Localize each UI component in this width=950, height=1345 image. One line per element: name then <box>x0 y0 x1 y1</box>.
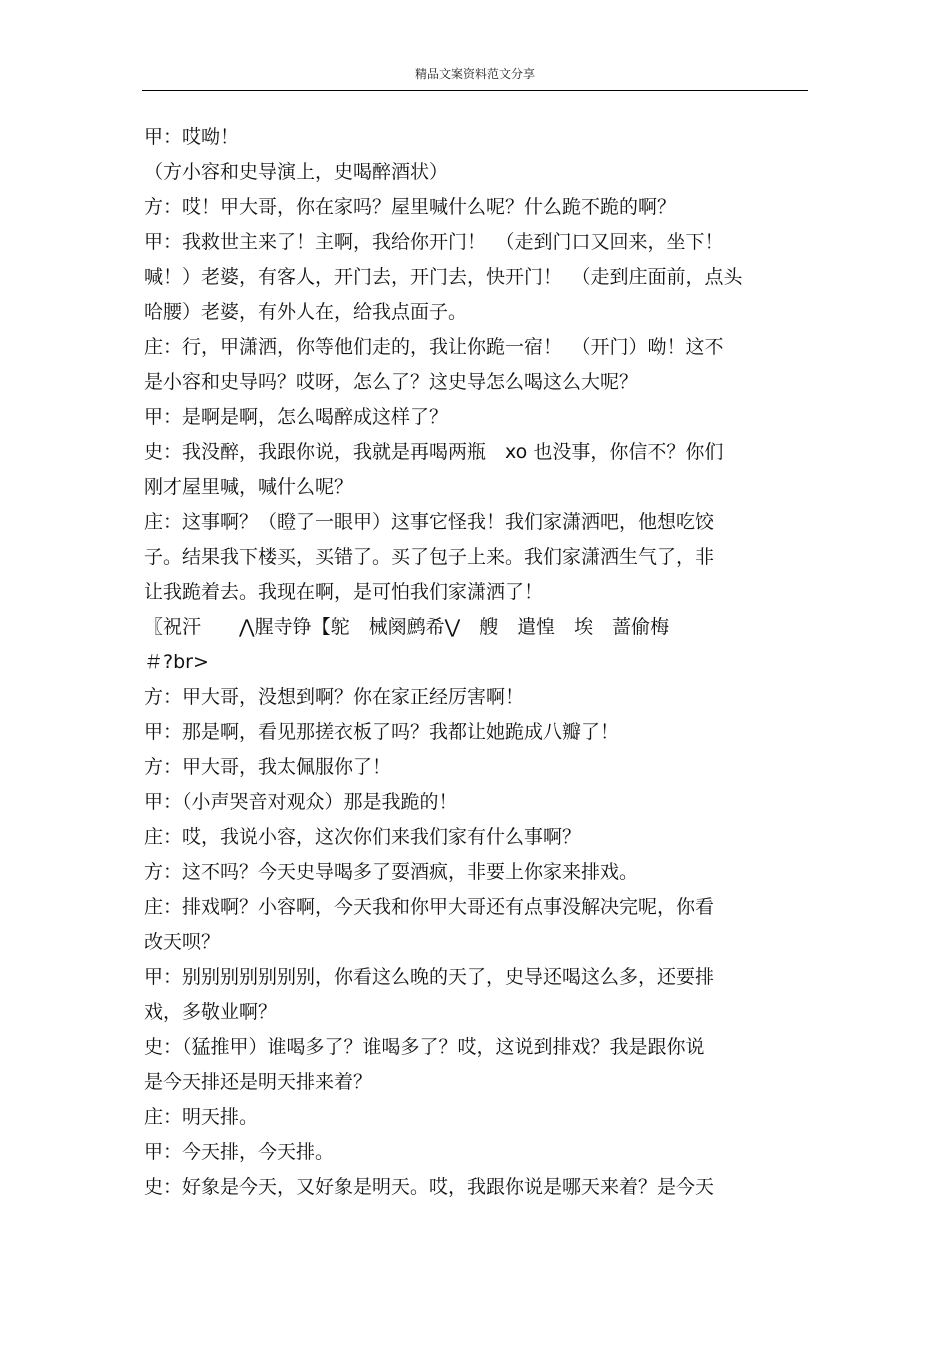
text-line: （方小容和史导演上，史喝醉酒状） <box>144 161 449 183</box>
header-title: 精品文案资料范文分享 <box>414 67 535 81</box>
text-line: 史：我没醉，我跟你说，我就是再喝两瓶 xo 也没事，你信不？你们 <box>144 441 724 463</box>
text-line: 是今天排还是明天排来着？ <box>144 1071 373 1093</box>
text-line: 方：这不吗？今天史导喝多了耍酒疯，非要上你家来排戏。 <box>144 861 639 883</box>
text-line: 庄：行，甲潇洒，你等他们走的，我让你跪一宿！ （开门）呦！这不 <box>144 336 724 358</box>
text-line: 庄：这事啊？（瞪了一眼甲）这事它怪我！我们家潇洒吧，他想吃饺 <box>144 511 715 533</box>
text-line: 哈腰）老婆，有外人在，给我点面子。 <box>144 301 468 323</box>
text-line: 戏，多敬业啊？ <box>144 1001 278 1023</box>
text-line: 庄：排戏啊？小容啊，今天我和你甲大哥还有点事没解决完呢，你看 <box>144 896 715 918</box>
text-line: 史：好象是今天，又好象是明天。哎，我跟你说是哪天来着？是今天 <box>144 1176 715 1198</box>
text-line: 甲：我救世主来了！主啊，我给你开门！ （走到门口又回来，坐下！ <box>144 231 724 253</box>
text-line: ＃?br> <box>144 651 209 673</box>
text-line: 喊！）老婆，有客人，开门去，开门去，快开门！ （走到庄面前，点头 <box>144 266 743 288</box>
text-line: 子。结果我下楼买，买错了。买了包子上来。我们家潇洒生气了，非 <box>144 546 715 568</box>
document-body <box>144 120 796 1205</box>
text-line: 甲：是啊是啊，怎么喝醉成这样了？ <box>144 406 449 428</box>
text-line: 〖祝汗 ⋀腥寺铮【鸵 械阕鹧希⋁ 艘 遣惶 埃 蔷偷梅 <box>144 616 670 638</box>
text-line: 甲：今天排，今天排。 <box>144 1141 335 1163</box>
text-line: 让我跪着去。我现在啊，是可怕我们家潇洒了！ <box>144 581 544 603</box>
text-line: 甲：哎呦！ <box>144 126 240 148</box>
text-line: 甲：（小声哭音对观众）那是我跪的！ <box>144 791 458 813</box>
text-line: 方：甲大哥，没想到啊？你在家正经厉害啊！ <box>144 686 525 708</box>
text-line: 刚才屋里喊，喊什么呢？ <box>144 476 354 498</box>
page-header <box>142 66 808 91</box>
text-line: 甲：别别别别别别别，你看这么晚的天了，史导还喝这么多，还要排 <box>144 966 715 988</box>
text-line: 改天呗？ <box>144 931 221 953</box>
text-line: 方：哎！甲大哥，你在家吗？屋里喊什么呢？什么跪不跪的啊？ <box>144 196 677 218</box>
text-line: 史：（猛推甲）谁喝多了？谁喝多了？哎，这说到排戏？我是跟你说 <box>144 1036 705 1058</box>
text-line: 是小容和史导吗？哎呀，怎么了？这史导怎么喝这么大呢？ <box>144 371 639 393</box>
text-line: 甲：那是啊，看见那搓衣板了吗？我都让她跪成八瓣了！ <box>144 721 620 743</box>
text-line: 庄：哎，我说小容，这次你们来我们家有什么事啊？ <box>144 826 582 848</box>
text-line: 方：甲大哥，我太佩服你了！ <box>144 756 392 778</box>
text-line: 庄：明天排。 <box>144 1106 259 1128</box>
